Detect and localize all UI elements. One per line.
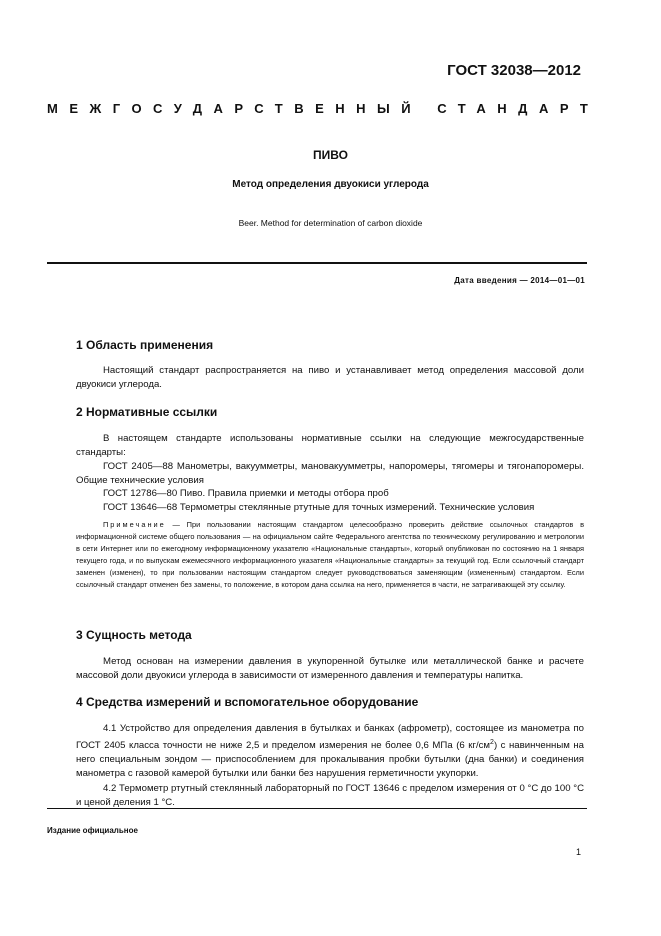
- edition-label: Издание официальное: [47, 826, 138, 835]
- section-1-heading: 1 Область применения: [76, 338, 214, 352]
- footer-divider: [47, 808, 587, 809]
- page-number: 1: [575, 847, 581, 857]
- document-title: ПИВО: [313, 148, 348, 162]
- superscript-2: 2: [490, 739, 494, 746]
- section-4-heading: 4 Средства измерений и вспомогательное оборудование: [76, 695, 419, 709]
- introduction-date: Дата введения — 2014—01—01: [454, 276, 585, 285]
- section-3-heading: 3 Сущность метода: [76, 628, 192, 642]
- english-title: Beer. Method for determination of carbon dioxide: [238, 218, 423, 228]
- paragraph-4-2: 4.2 Термометр ртутный стеклянный лабораторный по ГОСТ 13646 с пределом измерения от 0 °С до 100 °С и ценой деления 1 °С.: [76, 783, 584, 808]
- paragraph-4-1-part-b: ) с навинченным на него специальным зондом — приспособлением для прокалывания пробки бутылки (дна банки) и соединения манометра с газовой камерой бутылки или банки без нарушения герметичности укупорки.: [76, 740, 584, 780]
- section-2-heading: 2 Нормативные ссылки: [76, 405, 218, 419]
- section-1-text: Настоящий стандарт распространяется на пиво и устанавливает метод определения массовой доли двуокиси углерода.: [76, 365, 584, 390]
- standard-type: МЕЖГОСУДАРСТВЕННЫЙ СТАНДАРТ: [47, 101, 600, 116]
- section-3-text: Метод основан на измерении давления в укупоренной бутылке или металлической банке и расчете массовой доли двуокиси углерода в зависимости от измеренного давления и температуры напитка.: [76, 656, 584, 681]
- reference-gost-12786: ГОСТ 12786—80 Пиво. Правила приемки и методы отбора проб: [103, 488, 389, 499]
- note-text: — При пользовании настоящим стандартом целесообразно проверить действие ссылочных стандартов в информационной системе общего пользования — на официальном сайте Федерального агентства по техническому регулированию и метрологии в сети Интернет или по ежегодному информационному указателю «Национальные стандарты», который опубликован по состоянию на 1 января текущего года, и по выпускам ежемесячного информационного указателя «Национальные стандарты» за текущий год. Если ссылочный стандарт заменен (изменен), то при пользовании настоящим стандартом следует руководствоваться заменяющим (измененным) стандартом. Если ссылочный стандарт отменен без замены, то положение, в котором дана ссылка на него, применяется в части, не затрагивающей эту ссылку.: [76, 520, 584, 589]
- reference-gost-13646: ГОСТ 13646—68 Термометры стеклянные ртутные для точных измерений. Технические условия: [103, 502, 535, 513]
- section-2-intro: В настоящем стандарте использованы нормативные ссылки на следующие межгосударственные стандарты:: [76, 433, 584, 458]
- note-label: Примечание: [103, 520, 166, 529]
- paragraph-4-1: [76, 722, 584, 781]
- paragraph-4-1-part-a: 4.1 Устройство для определения давления в бутылках и банках (афрометр), состоящее из манометра по ГОСТ 2405 класса точности не ниже 2,5 и пределом измерения не более 0,6 МПа (6 кг/см: [76, 723, 584, 752]
- document-number: ГОСТ 32038—2012: [447, 62, 581, 79]
- document-subtitle: Метод определения двуокиси углерода: [232, 179, 429, 190]
- reference-gost-2405: ГОСТ 2405—88 Манометры, вакуумметры, мановакуумметры, напоромеры, тягомеры и тягонапоромеры. Общие технические условия: [76, 461, 584, 486]
- references-note: [76, 519, 584, 591]
- header-divider: [47, 262, 587, 264]
